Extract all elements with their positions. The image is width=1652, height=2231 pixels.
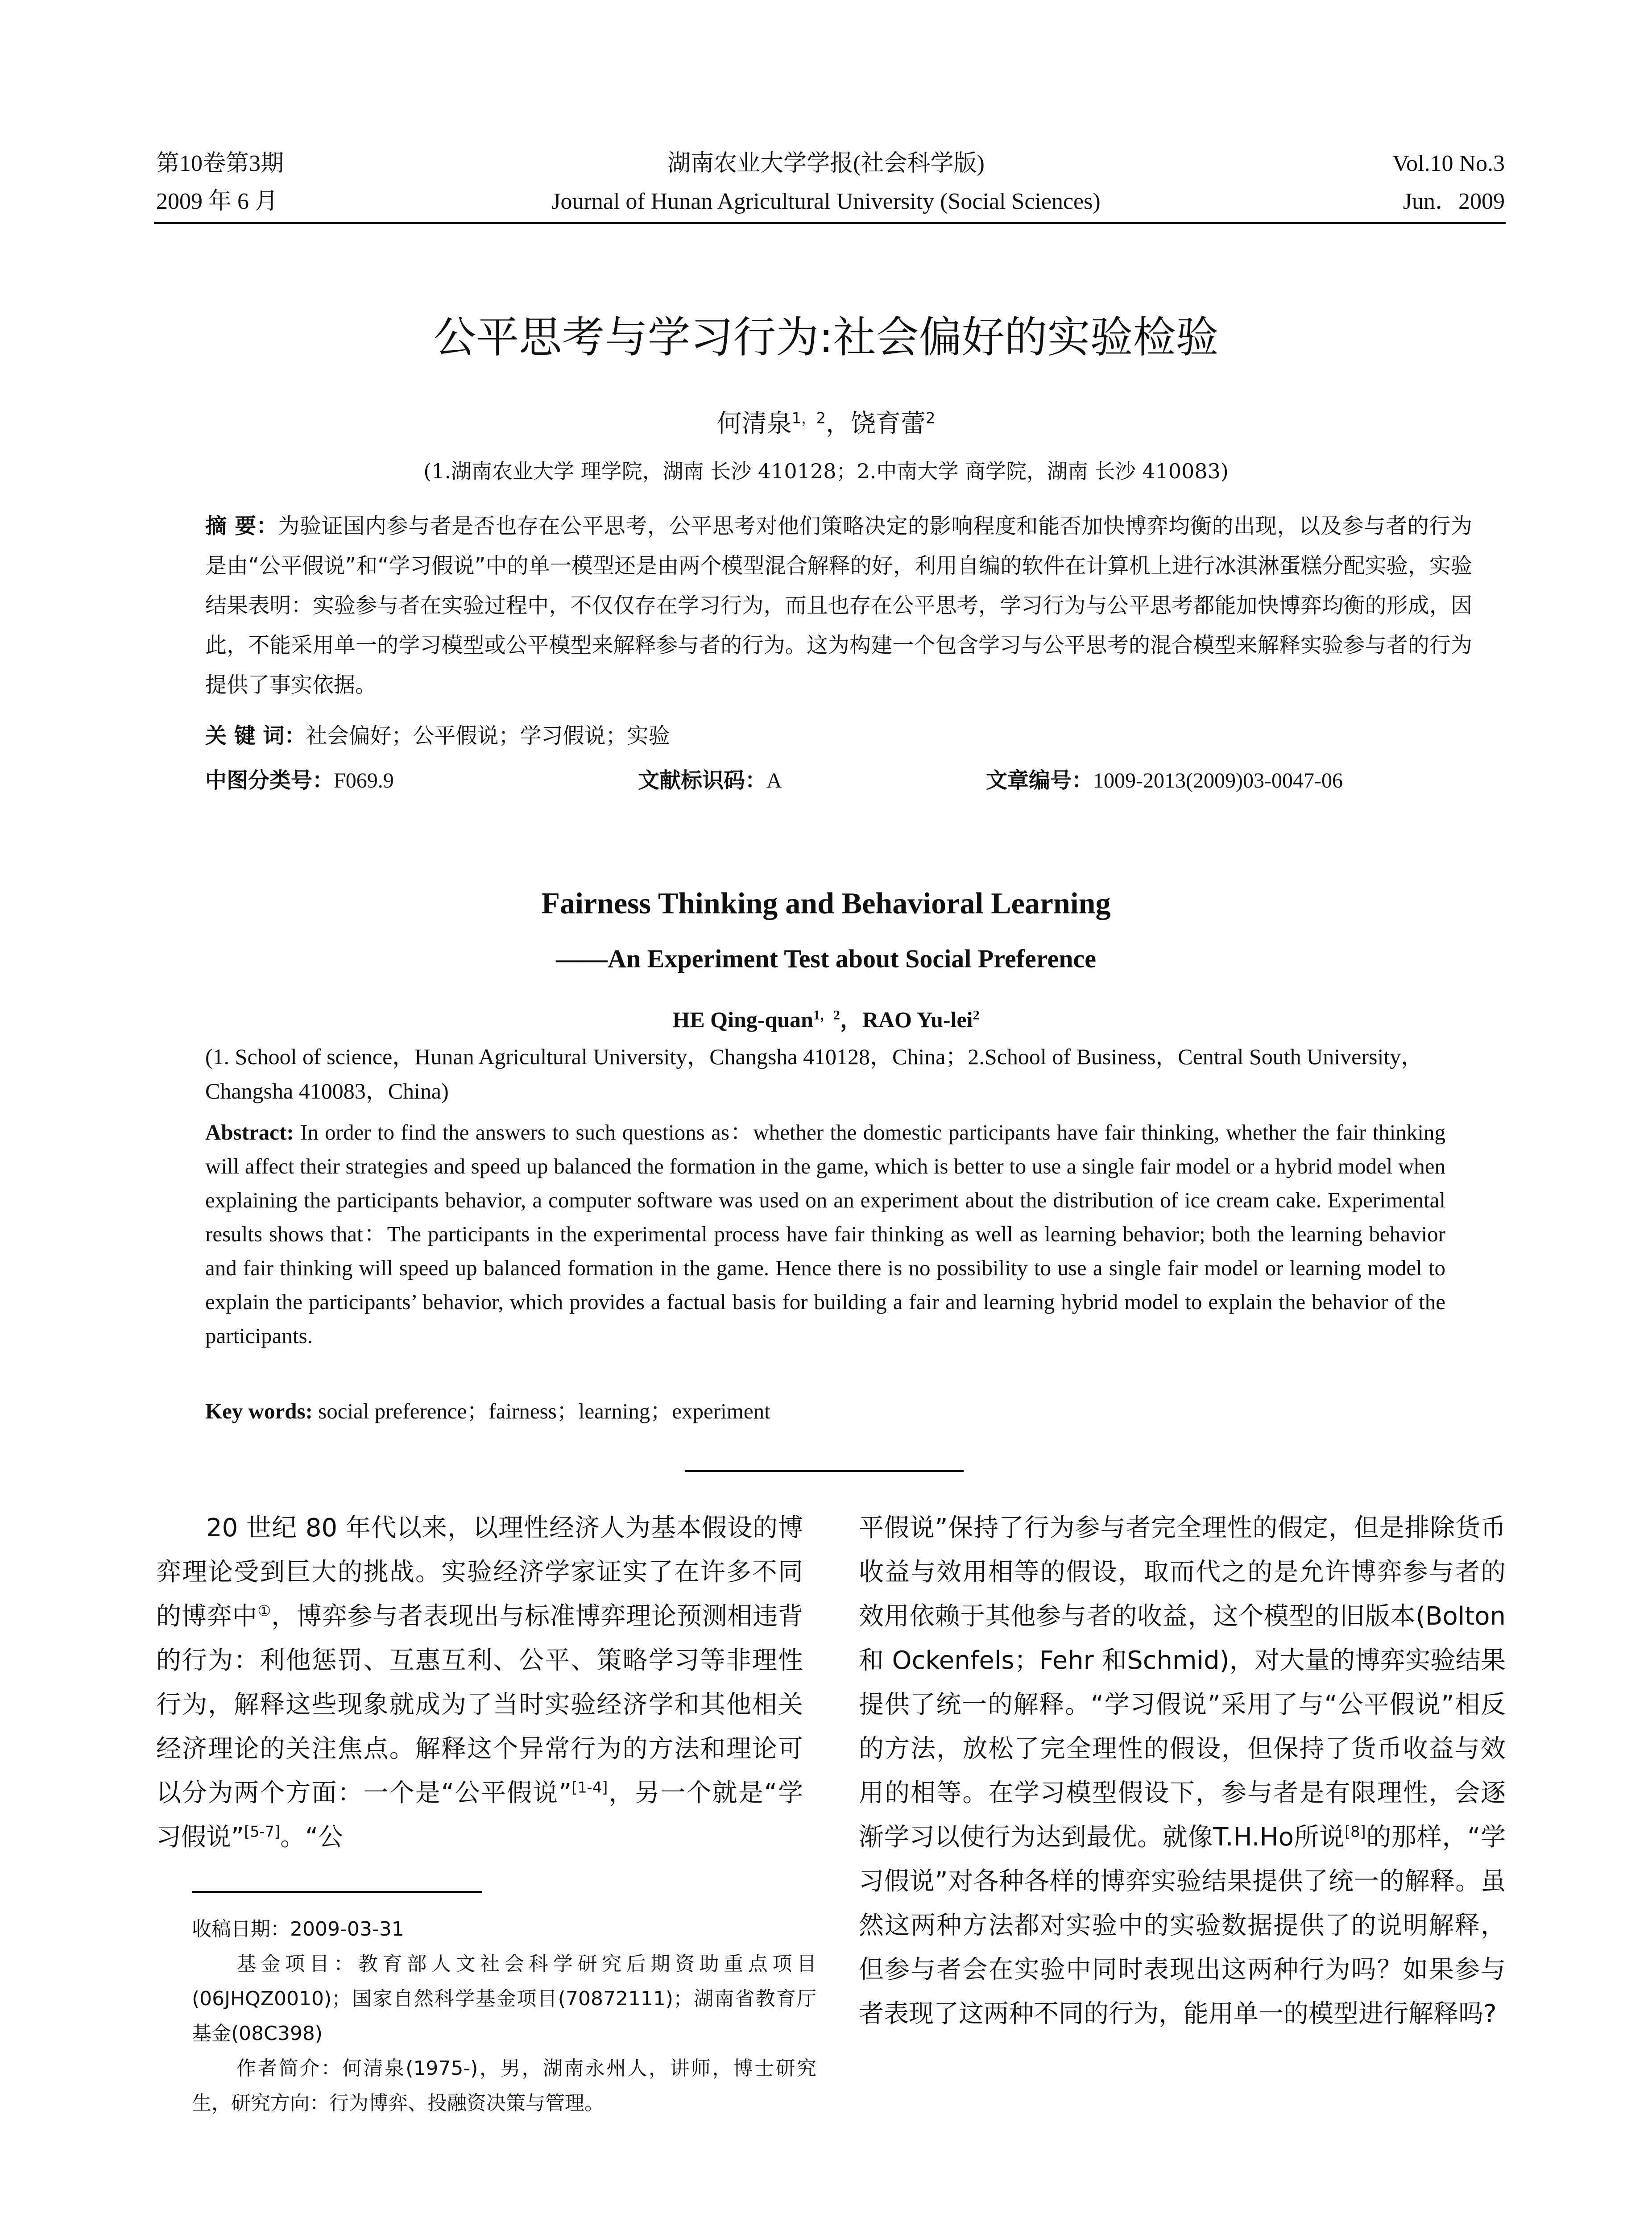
volume-issue-cn: 第10卷第3期: [156, 151, 284, 176]
section-divider: [685, 1470, 964, 1472]
footnote-marker: ①: [257, 1602, 272, 1620]
paper-subtitle-en: ——An Experiment Test about Social Preference: [556, 944, 1096, 973]
body-left-text-4: 。“公: [280, 1823, 344, 1852]
article-number-label: 文章编号：: [986, 768, 1093, 793]
footnote-received: 收稿日期：2009-03-31: [192, 1918, 404, 1941]
doc-code-label: 文献标识码：: [638, 768, 767, 793]
body-left-text-3: ，另一个就是“学习假说”: [156, 1779, 803, 1852]
abstract-label-cn: 摘 要：: [205, 514, 278, 539]
clc-value: F069.9: [334, 769, 394, 792]
author-1-en: HE Qing-quan: [672, 1007, 813, 1032]
authors-en: [0, 1002, 1652, 1034]
date-cn: 2009 年 6 月: [156, 189, 278, 214]
author-2-affil-cn: 2: [925, 409, 936, 427]
journal-name-en: Journal of Hunan Agricultural University (Social Sciences): [551, 189, 1101, 214]
header-rule: [154, 222, 1506, 224]
doc-code-value: A: [766, 769, 782, 792]
keywords-label-en: Key words:: [205, 1399, 313, 1423]
citation-ref-8: [8]: [1345, 1823, 1366, 1841]
author-1-affil-en: 1，2: [813, 1008, 840, 1023]
author-1-affil-cn: 1，2: [791, 409, 826, 427]
footnote-rule: [192, 1891, 482, 1893]
author-2-en: RAO Yu-lei: [862, 1007, 973, 1032]
body-right-text-2: 的那样，“学习假说”对各种各样的博弈实验结果提供了统一的解释。虽然这两种方法都对实验中的实验数据提供了的说明解释，但参与者会在实验中同时表现出这两种行为吗？如果参与者表现了这两种不同的行为，能用单一的模型进行解释吗?: [859, 1823, 1506, 2028]
paper-title-en: Fairness Thinking and Behavioral Learning: [541, 886, 1111, 920]
author-separator-cn: ，: [825, 409, 851, 438]
abstract-label-en: Abstract:: [205, 1120, 294, 1145]
abstract-text-en: In order to find the answers to such questions as：whether the domestic participants have fair thinking, whether the fair thinking will affect their strategies and speed up balanced the formation in the game, which is better to use a single fair model or a hybrid model when explaining the participants behavior, a computer software was used on an experiment about the distribution of ice cream cake. Experimental results shows that：The participants in the experimental process have fair thinking as well as learning behavior; both the learning behavior and fair thinking will speed up balanced formation in the game. Hence there is no possibility to use a single fair model or learning model to explain the participants’ behavior, which provides a factual basis for building a fair and learning hybrid model to explain the behavior of the participants.: [205, 1120, 1445, 1348]
keywords-text-en: social preference；fairness；learning；experiment: [312, 1399, 770, 1423]
paper-title-cn: 公平思考与学习行为:社会偏好的实验检验: [433, 312, 1219, 362]
doc-code: [638, 761, 782, 800]
keywords-cn: [205, 716, 1472, 756]
article-number: [986, 761, 1343, 800]
volume-issue-en: Vol.10 No.3: [1392, 151, 1505, 176]
abstract-cn: [205, 506, 1472, 705]
author-2-cn: 饶育蕾: [850, 409, 926, 438]
body-left-paragraph: [156, 1506, 803, 1859]
keywords-label-cn: 关 键 词：: [205, 723, 306, 748]
affiliation-cn: (1.湖南农业大学 理学院，湖南 长沙 410128；2.中南大学 商学院，湖南 长沙 410083): [423, 459, 1229, 483]
author-1-cn: 何清泉: [716, 409, 792, 438]
abstract-en: [205, 1116, 1445, 1353]
abstract-text-cn: 为验证国内参与者是否也存在公平思考，公平思考对他们策略决定的影响程度和能否加快博弈均衡的出现，以及参与者的行为是由“公平假说”和“学习假说”中的单一模型还是由两个模型混合解释的好，利用自编的软件在计算机上进行冰淇淋蛋糕分配实验，实验结果表明：实验参与者在实验过程中，不仅仅存在学习行为，而且也存在公平思考，学习行为与公平思考都能加快博弈均衡的形成，因此，不能采用单一的学习模型或公平模型来解释参与者的行为。这为构建一个包含学习与公平思考的混合模型来解释实验参与者的行为提供了事实依据。: [205, 514, 1472, 697]
date-en: Jun．2009: [1403, 189, 1505, 214]
body-left-text-1: 20 世纪 80 年代以来，以理性经济人为基本假设的博弈理论受到巨大的挑战。实验经济学家证实了在许多不同的博弈中: [156, 1514, 803, 1631]
body-right-text-1: 平假说”保持了行为参与者完全理性的假定，但是排除货币收益与效用相等的假设，取而代之的是允许博弈参与者的效用依赖于其他参与者的收益，这个模型的旧版本(Bolton 和 Ockenfels；Fehr 和Schmid)，对大量的博弈实验结果提供了统一的解释。“学习假说”采用了与“公平假说”相反的方法，放松了完全理性的假设，但保持了货币收益与效用的相等。在学习模型假设下，参与者是有限理性，会逐渐学习以使行为达到最优。就像T.H.Ho所说: [859, 1514, 1506, 1852]
authors-cn: [0, 404, 1652, 440]
affiliation-en: (1. School of science，Hunan Agricultural University，Changsha 410128，China；2.School of Business，Central South University，Changsha 410083，China): [205, 1044, 1424, 1103]
keywords-text-cn: 社会偏好；公平假说；学习假说；实验: [306, 723, 670, 748]
keywords-en: [205, 1394, 1445, 1428]
body-right-paragraph: [859, 1506, 1506, 2036]
clc-number: [205, 761, 394, 800]
citation-ref-5-7: [5-7]: [244, 1823, 281, 1841]
author-2-affil-en: 2: [973, 1008, 980, 1023]
article-number-value: 1009-2013(2009)03-0047-06: [1093, 769, 1343, 792]
clc-label: 中图分类号：: [205, 768, 334, 793]
footnote-fund: 基金项目：教育部人文社会科学研究后期资助重点项目(06JHQZ0010)；国家自然科学基金项目(70872111)；湖南省教育厅基金(08C398): [192, 1953, 816, 2045]
citation-ref-1-4: [1-4]: [571, 1779, 608, 1796]
author-separator-en: ，: [840, 1007, 862, 1032]
footnote-author: 作者简介：何清泉(1975-)，男，湖南永州人，讲师，博士研究生，研究方向：行为博弈、投融资决策与管理。: [192, 2057, 816, 2115]
body-left-text-2: ，博弈参与者表现出与标准博弈理论预测相违背的行为：利他惩罚、互惠互利、公平、策略学习等非理性行为，解释这些现象就成为了当时实验经济学和其他相关经济理论的关注焦点。解释这个异常行为的方法和理论可以分为两个方面：一个是“公平假说”: [156, 1602, 803, 1808]
journal-name-cn: 湖南农业大学学报(社会科学版): [667, 151, 985, 176]
